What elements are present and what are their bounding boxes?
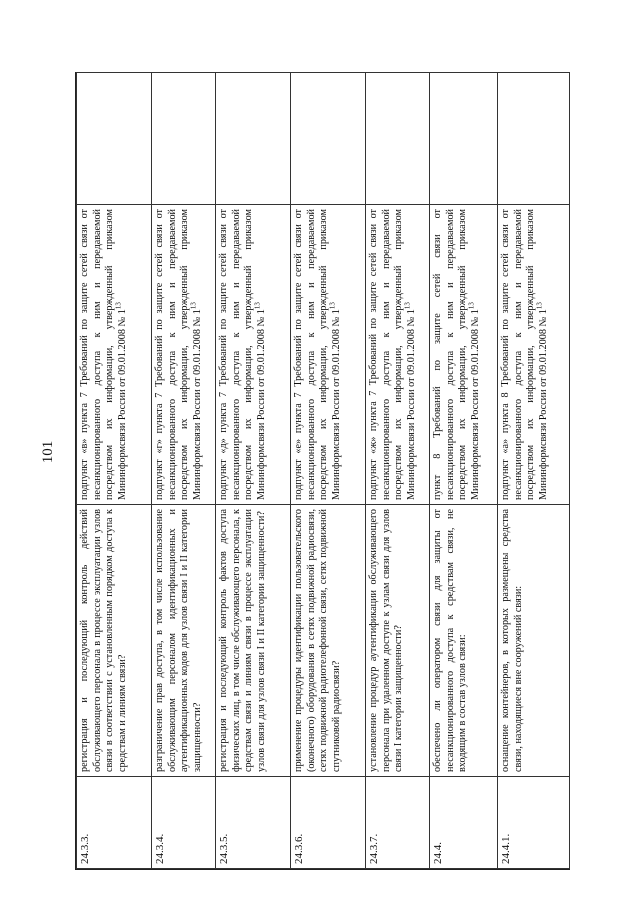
item-number: 24.3.7. bbox=[366, 777, 430, 869]
note-cell bbox=[152, 73, 216, 205]
legal-reference bbox=[430, 205, 498, 505]
note-cell bbox=[498, 73, 570, 205]
legal-reference bbox=[498, 205, 570, 505]
reference-text: подпункт «е» пункта 7 Требований по защите сетей связи от несанкционированного доступа к ним и передаваемой посредством их информации, утвержденный приказом Мининформсвязи России от 09.01.2008 № 1 bbox=[293, 209, 342, 500]
requirement-text: разграничение прав доступа, в том числе использование обслуживающим персоналом идентификационных и аутентификационных кодов для узлов связи I и II категории защищенности? bbox=[152, 505, 216, 777]
footnote-marker: 13 bbox=[535, 302, 544, 310]
requirement-text: применение процедуры идентификации пользовательского (оконечного) оборудования в сетях подвижной радиосвязи, сетях подвижной радиотелефонной связи, сетях подвижной спутниковой радиосвязи? bbox=[291, 505, 366, 777]
requirement-text: регистрация и последующий контроль действий обслуживающего персонала в процессе эксплуатации узлов связи в соответствии с установленным порядком доступа к средствам и линиям связи? bbox=[77, 505, 152, 777]
note-cell bbox=[291, 73, 366, 205]
note-cell bbox=[216, 73, 291, 205]
footnote-marker: 13 bbox=[467, 302, 476, 310]
page-number: 101 bbox=[40, 440, 56, 464]
reference-text: подпункт «ж» пункта 7 Требований по защите сетей связи от несанкционированного доступа к ним и передаваемой посредством их информации, утвержденный приказом Мининформсвязи России от 09.01.2008 № 1 bbox=[368, 209, 417, 500]
item-number: 24.3.4. bbox=[152, 777, 216, 869]
table-row bbox=[366, 73, 430, 869]
item-number: 24.3.6. bbox=[291, 777, 366, 869]
requirement-text: регистрация и последующий контроль фактов доступа физических лиц, в том числе обслуживающего персонала, к средствам связи и линиям связи в процессе эксплуатации узлов связи для узлов связи I и II категории защищенности? bbox=[216, 505, 291, 777]
requirements-table-frame bbox=[75, 72, 570, 870]
item-number: 24.3.5. bbox=[216, 777, 291, 869]
note-cell bbox=[77, 73, 152, 205]
footnote-marker: 13 bbox=[189, 302, 198, 310]
requirement-text: установление процедур аутентификации обслуживающего персонала при удаленном доступе к узлам связи для узлов связи I категории защищенности? bbox=[366, 505, 430, 777]
table-row bbox=[216, 73, 291, 869]
footnote-marker: 13 bbox=[403, 302, 412, 310]
item-number: 24.4.1. bbox=[498, 777, 570, 869]
note-cell bbox=[366, 73, 430, 205]
reference-text: подпункт «а» пункта 8 Требований по защите сетей связи от несанкционированного доступа к ним и передаваемой посредством их информации, утвержденный приказом Мининформсвязи России от 09.01.2008 № 1 bbox=[500, 209, 549, 500]
table-row bbox=[430, 73, 498, 869]
reference-text: подпункт «в» пункта 7 Требований по защите сетей связи от несанкционированного доступа к ним и передаваемой посредством их информации, утвержденный приказом Мининформсвязи России от 09.01.2008 № 1 bbox=[79, 209, 128, 500]
footnote-marker: 13 bbox=[253, 302, 262, 310]
legal-reference bbox=[216, 205, 291, 505]
requirement-text: обеспечено ли оператором связи для защиты от несанкционированного доступа к средствам связи, не входящим в состав узлов связи: bbox=[430, 505, 498, 777]
requirement-text: оснащение контейнеров, в которых размещены средства связи, находящиеся вне сооружений связи: bbox=[498, 505, 570, 777]
legal-reference bbox=[291, 205, 366, 505]
footnote-marker: 13 bbox=[114, 302, 123, 310]
reference-text: пункт 8 Требований по защите сетей связи от несанкционированного доступа к ним и передаваемой посредством их информации, утвержденный приказом Мининформсвязи России от 09.01.2008 № 1 bbox=[432, 209, 481, 500]
table-row bbox=[77, 73, 152, 869]
footnote-marker: 13 bbox=[328, 302, 337, 310]
table-row bbox=[498, 73, 570, 869]
table-row bbox=[152, 73, 216, 869]
reference-text: подпункт «г» пункта 7 Требований по защите сетей связи от несанкционированного доступа к ним и передаваемой посредством их информации, утвержденный приказом Мининформсвязи России от 09.01.2008 № 1 bbox=[154, 209, 203, 500]
reference-text: подпункт «д» пункта 7 Требований по защите сетей связи от несанкционированного доступа к ним и передаваемой посредством их информации, утвержденный приказом Мининформсвязи России от 09.01.2008 № 1 bbox=[218, 209, 267, 500]
item-number: 24.3.3. bbox=[77, 777, 152, 869]
legal-reference bbox=[152, 205, 216, 505]
item-number: 24.4. bbox=[430, 777, 498, 869]
table-row bbox=[291, 73, 366, 869]
note-cell bbox=[430, 73, 498, 205]
legal-reference bbox=[77, 205, 152, 505]
rotated-table-container bbox=[76, 73, 569, 869]
requirements-table bbox=[76, 72, 570, 869]
legal-reference bbox=[366, 205, 430, 505]
